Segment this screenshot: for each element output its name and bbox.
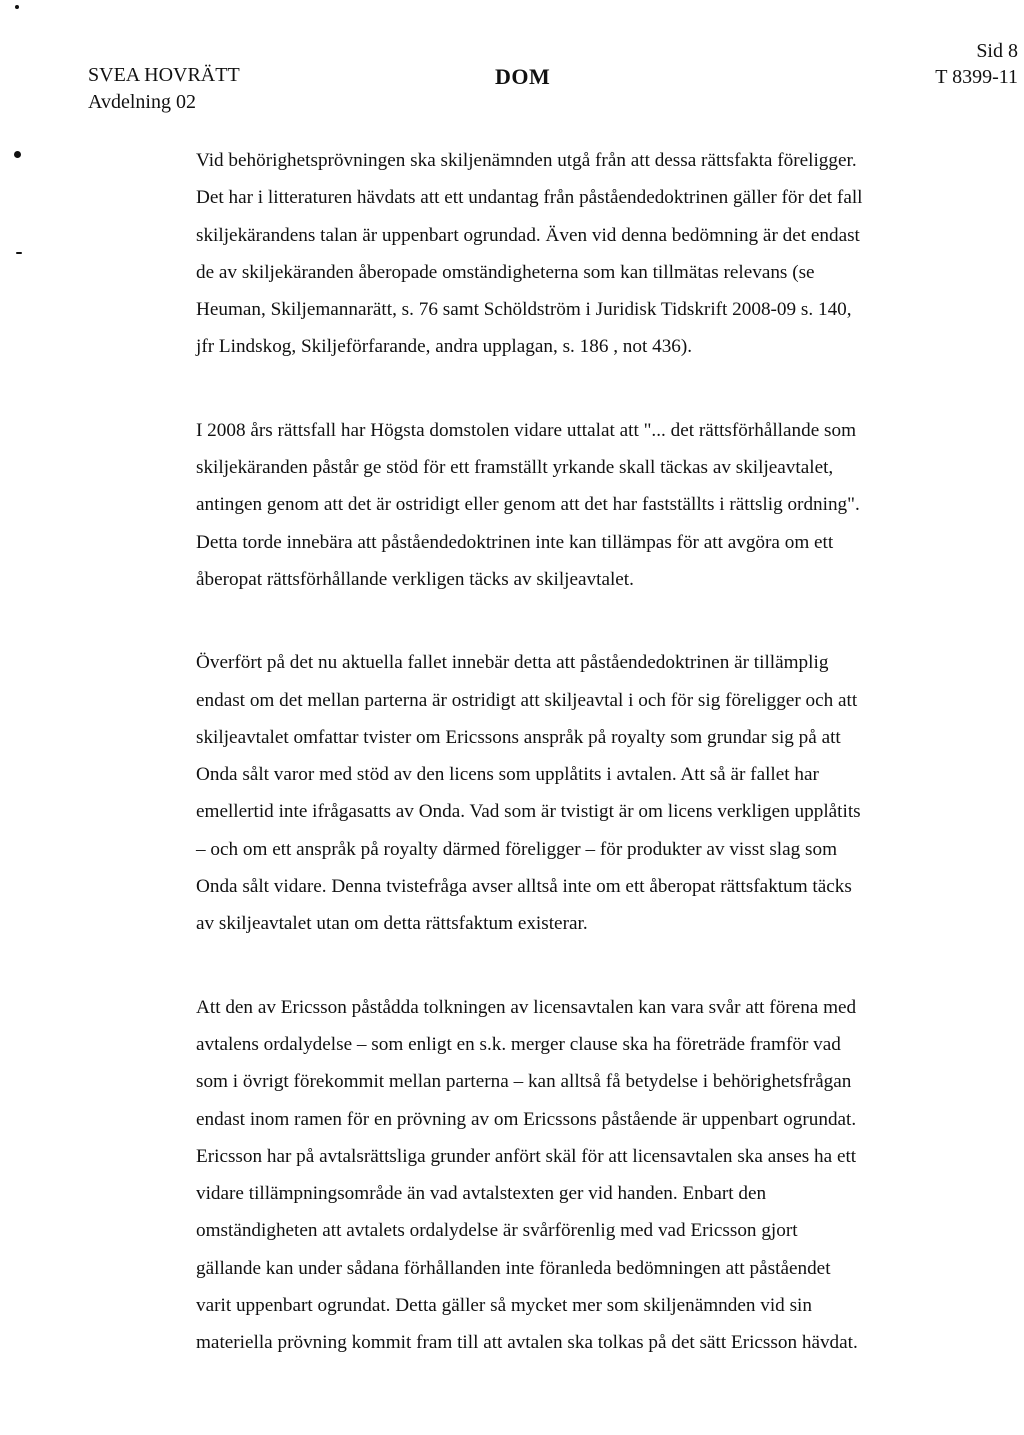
text-line: endast inom ramen för en prövning av om Ericssons påstående är uppenbart ogrundat. (196, 1108, 857, 1130)
text-line: åberopat rättsförhållande verkligen täcks av skiljeavtalet. (196, 568, 634, 590)
text-line: jfr Lindskog, Skiljeförfarande, andra upplagan, s. 186 , not 436). (196, 336, 693, 358)
text-line: varit uppenbart ogrundat. Detta gäller så mycket mer som skiljenämnden vid sin (196, 1295, 812, 1317)
scan-speck (15, 5, 19, 9)
scan-speck (16, 252, 22, 254)
text-line: Vid behörighetsprövningen ska skiljenämnden utgå från att dessa rättsfakta föreligger. (196, 150, 857, 171)
text-line: omständigheten att avtalets ordalydelse är svårförenlig med vad Ericsson gjort (196, 1220, 798, 1242)
text-line: skiljeavtalet omfattar tvister om Ericssons anspråk på royalty som grundar sig på att (196, 726, 841, 748)
page-number: Sid 8 (976, 40, 1018, 62)
case-number: T 8399-11 (935, 66, 1018, 88)
text-line: materiella prövning kommit fram till att avtalen ska tolkas på det sätt Ericsson hävdat. (196, 1332, 858, 1354)
text-line: avtalens ordalydelse – som enligt en s.k. merger clause ska ha företräde framför vad (196, 1033, 841, 1055)
text-line: Onda sålt vidare. Denna tvistefråga avser alltså inte om ett åberopat rättsfaktum täcks (196, 876, 852, 898)
paragraph-1 (196, 142, 996, 366)
paragraph-3 (196, 644, 996, 942)
text-line: Heuman, Skiljemannarätt, s. 76 samt Schöldström i Juridisk Tidskrift 2008-09 s. 140, (196, 299, 852, 321)
text-line: Det har i litteraturen hävdats att ett undantag från påståendedoktrinen gäller för det fall (196, 187, 863, 209)
text-line: Onda sålt varor med stöd av den licens som upplåtits i avtalen. Att så är fallet har (196, 764, 819, 786)
text-line: Att den av Ericsson påstådda tolkningen av licensavtalen kan vara svår att förena med (196, 996, 857, 1018)
scan-speck (14, 151, 21, 158)
text-line: antingen genom att det är ostridigt eller genom att det har fastställts i rättslig ordning". (196, 494, 860, 516)
text-line: vidare tillämpningsområde än vad avtalstexten ger vid handen. Enbart den (196, 1183, 767, 1205)
text-line: Ericsson har på avtalsrättsliga grunder anfört skäl för att licensavtalen ska anses ha ett (196, 1145, 857, 1167)
text-line: endast om det mellan parterna är ostridigt att skiljeavtal i och för sig föreligger och att (196, 689, 858, 711)
text-line: emellertid inte ifrågasatts av Onda. Vad som är tvistigt är om licens verkligen upplåtits (196, 801, 861, 823)
text-line: – och om ett anspråk på royalty därmed föreligger – för produkter av visst slag som (196, 838, 838, 860)
text-line: de av skiljekäranden åberopade omständigheterna som kan tillmätas relevans (se (196, 261, 815, 283)
text-line: som i övrigt förekommit mellan parterna – kan alltså få betydelse i behörighetsfrågan (196, 1071, 852, 1093)
document-type: DOM (495, 64, 551, 89)
text-line: Överfört på det nu aktuella fallet innebär detta att påståendedoktrinen är tillämplig (196, 652, 829, 674)
text-line: Detta torde innebära att påståendedoktrinen inte kan tillämpas för att avgöra om ett (196, 531, 834, 553)
department: Avdelning 02 (88, 91, 196, 113)
text-line: gällande kan under sådana förhållanden inte föranleda bedömningen att påståendet (196, 1257, 831, 1279)
court-name: SVEA HOVRÄTT (88, 64, 240, 86)
paragraph-4 (196, 989, 996, 1362)
body-text (196, 142, 996, 1362)
paragraph-2 (196, 412, 996, 598)
text-line: av skiljeavtalet utan om detta rättsfaktum existerar. (196, 913, 588, 935)
text-line: skiljekäranden påstår ge stöd för ett framställt yrkande skall täckas av skiljeavtalet, (196, 457, 834, 479)
text-line: skiljekärandens talan är uppenbart ogrundad. Även vid denna bedömning är det endast (196, 224, 860, 246)
text-line: I 2008 års rättsfall har Högsta domstolen vidare uttalat att "... det rättsförhållande som (196, 419, 857, 441)
